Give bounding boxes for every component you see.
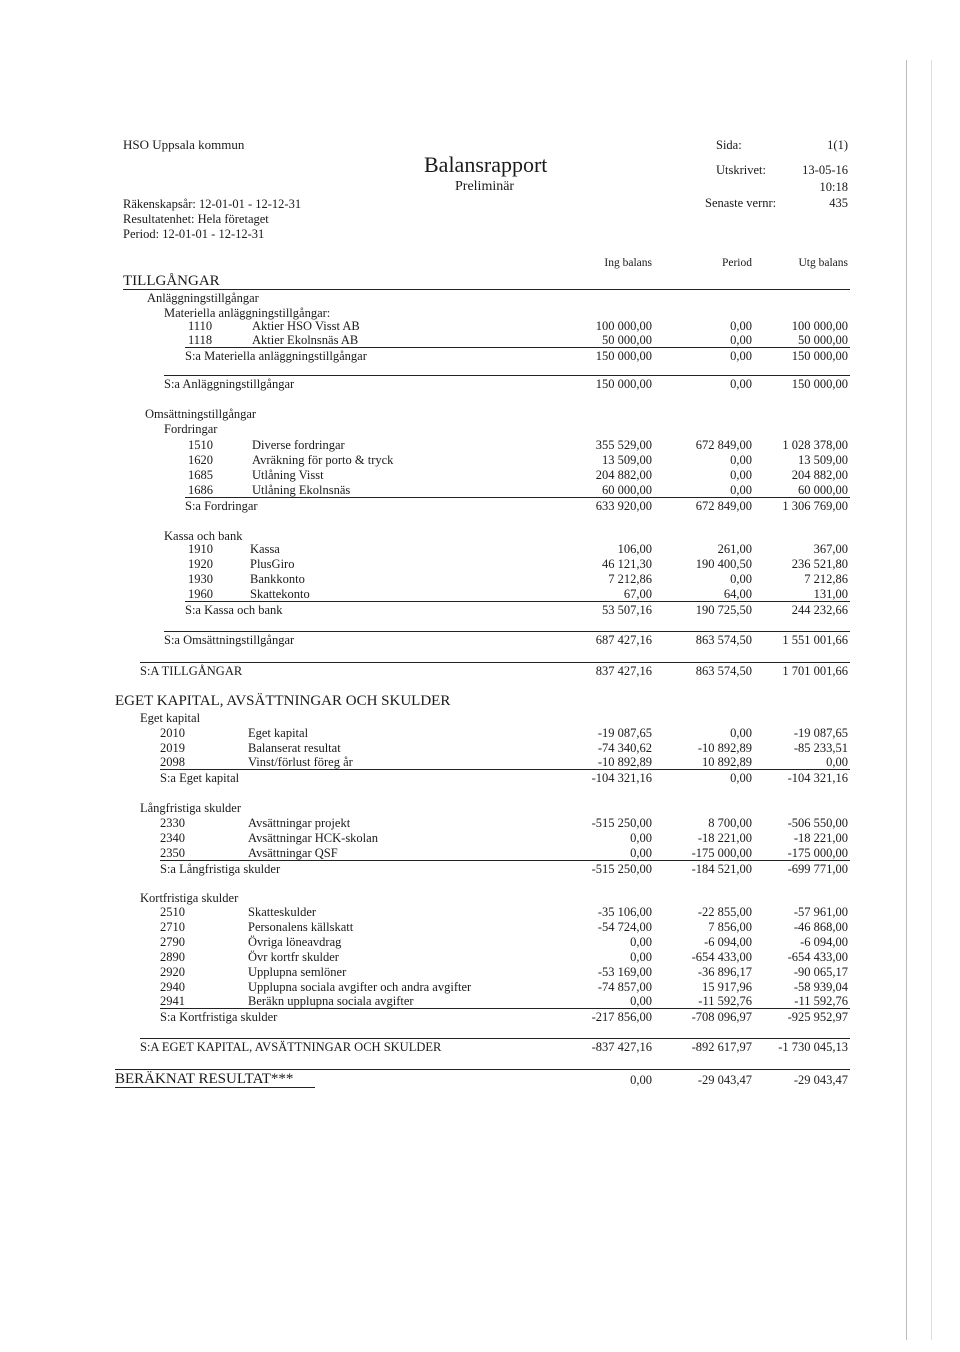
sum-value-per: 0,00 bbox=[730, 771, 752, 785]
account-number: 1118 bbox=[188, 333, 213, 347]
account-value-per: -18 221,00 bbox=[697, 831, 752, 845]
account-name: Övriga löneavdrag bbox=[248, 935, 342, 949]
account-value-ing: -54 724,00 bbox=[597, 920, 652, 934]
account-value-utg: -58 939,04 bbox=[793, 980, 848, 994]
subgroup-title: Kassa och bank bbox=[164, 529, 243, 543]
sum-label: S:a Kassa och bank bbox=[185, 603, 283, 617]
account-value-utg: 236 521,80 bbox=[791, 557, 848, 571]
account-name: PlusGiro bbox=[250, 557, 295, 571]
account-value-ing: -10 892,89 bbox=[597, 755, 652, 769]
group-title: Omsättningstillgångar bbox=[145, 407, 257, 421]
account-value-ing: 0,00 bbox=[630, 950, 652, 964]
account-value-utg: 7 212,86 bbox=[804, 572, 848, 586]
sum-value-utg: -925 952,97 bbox=[787, 1010, 848, 1024]
total-rule bbox=[115, 1069, 850, 1070]
account-value-ing: 355 529,00 bbox=[595, 438, 652, 452]
sum-rule bbox=[160, 860, 850, 861]
account-name: Eget kapital bbox=[248, 726, 309, 740]
sum-rule bbox=[160, 769, 850, 770]
account-value-ing: 67,00 bbox=[623, 587, 652, 601]
account-name: Beräkn upplupna sociala avgifter bbox=[248, 994, 414, 1008]
group-title: Långfristiga skulder bbox=[140, 801, 242, 815]
account-number: 1110 bbox=[188, 319, 213, 333]
sum-rule bbox=[160, 1008, 850, 1009]
account-name: Upplupna sociala avgifter och andra avgifter bbox=[248, 980, 472, 994]
account-number: 1685 bbox=[188, 468, 213, 482]
account-value-per: 0,00 bbox=[730, 726, 752, 740]
account-value-per: 0,00 bbox=[730, 483, 752, 497]
account-value-per: -11 592,76 bbox=[698, 994, 752, 1008]
total-value-per: -892 617,97 bbox=[691, 1040, 752, 1054]
account-value-utg: 50 000,00 bbox=[798, 333, 848, 347]
account-name: Utlåning Visst bbox=[252, 468, 324, 482]
result-value-utg: -29 043,47 bbox=[793, 1073, 848, 1087]
account-number: 2941 bbox=[160, 994, 185, 1008]
section-title-assets: TILLGÅNGAR bbox=[123, 273, 220, 289]
section-title-liabilities: EGET KAPITAL, AVSÄTTNINGAR OCH SKULDER bbox=[115, 693, 451, 709]
sum-label: S:a Kortfristiga skulder bbox=[160, 1010, 278, 1024]
account-value-per: 672 849,00 bbox=[695, 438, 752, 452]
total-label: S:A TILLGÅNGAR bbox=[140, 664, 243, 678]
account-name: Avräkning för porto & tryck bbox=[252, 453, 394, 467]
account-value-utg: 367,00 bbox=[813, 542, 848, 556]
account-value-per: 10 892,89 bbox=[702, 755, 752, 769]
account-value-ing: 60 000,00 bbox=[602, 483, 652, 497]
account-number: 2330 bbox=[160, 816, 185, 830]
account-value-ing: 100 000,00 bbox=[595, 319, 652, 333]
voucher-label: Senaste vernr: bbox=[705, 196, 777, 210]
total-value-ing: -837 427,16 bbox=[591, 1040, 652, 1054]
sum-value-utg: 150 000,00 bbox=[791, 377, 848, 391]
account-number: 1510 bbox=[188, 438, 213, 452]
account-value-per: -36 896,17 bbox=[697, 965, 752, 979]
account-value-per: 0,00 bbox=[730, 468, 752, 482]
sum-value-per: 672 849,00 bbox=[695, 499, 752, 513]
account-name: Avsättningar QSF bbox=[248, 846, 338, 860]
account-value-ing: -19 087,65 bbox=[597, 726, 652, 740]
total-value-utg: 1 701 001,66 bbox=[782, 664, 848, 678]
total-rule bbox=[140, 1038, 850, 1039]
account-value-per: 190 400,50 bbox=[695, 557, 752, 571]
sum-value-utg: -699 771,00 bbox=[787, 862, 848, 876]
account-value-utg: 13 509,00 bbox=[798, 453, 848, 467]
account-value-utg: 1 028 378,00 bbox=[782, 438, 848, 452]
sum-value-utg: 150 000,00 bbox=[791, 349, 848, 363]
account-value-ing: 46 121,30 bbox=[602, 557, 652, 571]
account-value-utg: -6 094,00 bbox=[800, 935, 848, 949]
account-number: 2510 bbox=[160, 905, 185, 919]
total-value-utg: -1 730 045,13 bbox=[778, 1040, 848, 1054]
account-value-utg: 204 882,00 bbox=[791, 468, 848, 482]
account-value-per: -6 094,00 bbox=[704, 935, 752, 949]
account-number: 2350 bbox=[160, 846, 185, 860]
sum-value-per: -184 521,00 bbox=[691, 862, 752, 876]
col-header-ing: Ing balans bbox=[604, 257, 652, 269]
account-value-utg: -19 087,65 bbox=[793, 726, 848, 740]
account-name: Skatteskulder bbox=[248, 905, 317, 919]
account-value-ing: -515 250,00 bbox=[591, 816, 652, 830]
voucher-value: 435 bbox=[829, 196, 848, 210]
account-number: 2790 bbox=[160, 935, 185, 949]
sum-value-ing: 633 920,00 bbox=[595, 499, 652, 513]
account-value-ing: -74 340,62 bbox=[597, 741, 652, 755]
sum-value-utg: -104 321,16 bbox=[787, 771, 848, 785]
account-number: 1620 bbox=[188, 453, 213, 467]
account-value-ing: 0,00 bbox=[630, 831, 652, 845]
account-value-utg: -18 221,00 bbox=[793, 831, 848, 845]
account-number: 2019 bbox=[160, 741, 185, 755]
sum-value-ing: -515 250,00 bbox=[591, 862, 652, 876]
account-value-per: -22 855,00 bbox=[697, 905, 752, 919]
account-number: 1920 bbox=[188, 557, 213, 571]
section-rule bbox=[123, 289, 850, 290]
account-name: Diverse fordringar bbox=[252, 438, 345, 452]
sum-value-ing: 150 000,00 bbox=[595, 349, 652, 363]
account-name: Kassa bbox=[250, 542, 280, 556]
account-value-per: 0,00 bbox=[730, 333, 752, 347]
account-name: Övr kortfr skulder bbox=[248, 950, 339, 964]
account-value-utg: -654 433,00 bbox=[787, 950, 848, 964]
account-value-utg: 60 000,00 bbox=[798, 483, 848, 497]
printed-label: Utskrivet: bbox=[716, 163, 766, 177]
col-header-utg: Utg balans bbox=[798, 257, 848, 269]
sum-value-ing: 687 427,16 bbox=[595, 633, 652, 647]
report-subtitle: Preliminär bbox=[455, 179, 515, 194]
total-value-ing: 837 427,16 bbox=[595, 664, 652, 678]
sum-label: S:a Materiella anläggningstillgångar bbox=[185, 349, 367, 363]
group-title: Anläggningstillgångar bbox=[147, 291, 259, 305]
account-value-ing: 13 509,00 bbox=[602, 453, 652, 467]
account-value-ing: -74 857,00 bbox=[597, 980, 652, 994]
account-value-per: 7 856,00 bbox=[708, 920, 752, 934]
account-number: 1910 bbox=[188, 542, 213, 556]
account-value-ing: 106,00 bbox=[617, 542, 652, 556]
account-name: Bankkonto bbox=[250, 572, 305, 586]
total-value-per: 863 574,50 bbox=[695, 664, 752, 678]
sum-value-utg: 1 551 001,66 bbox=[782, 633, 848, 647]
account-value-per: 261,00 bbox=[717, 542, 752, 556]
sum-value-utg: 1 306 769,00 bbox=[782, 499, 848, 513]
account-number: 2940 bbox=[160, 980, 185, 994]
account-value-per: 0,00 bbox=[730, 319, 752, 333]
subgroup-title: Fordringar bbox=[164, 422, 218, 436]
account-number: 1960 bbox=[188, 587, 213, 601]
subgroup-title: Materiella anläggningstillgångar: bbox=[164, 306, 331, 320]
sum-label: S:a Långfristiga skulder bbox=[160, 862, 281, 876]
sum-rule bbox=[185, 601, 850, 602]
sum-value-per: 863 574,50 bbox=[695, 633, 752, 647]
account-number: 2890 bbox=[160, 950, 185, 964]
report-title: Balansrapport bbox=[424, 152, 548, 177]
account-value-utg: -85 233,51 bbox=[793, 741, 848, 755]
account-value-ing: -53 169,00 bbox=[597, 965, 652, 979]
account-number: 1930 bbox=[188, 572, 213, 586]
group-title: Kortfristiga skulder bbox=[140, 891, 239, 905]
account-value-per: 15 917,96 bbox=[702, 980, 752, 994]
total-label: S:A EGET KAPITAL, AVSÄTTNINGAR OCH SKULDER bbox=[140, 1040, 442, 1054]
sum-rule bbox=[164, 631, 850, 632]
period: Period: 12-01-01 - 12-12-31 bbox=[123, 227, 265, 241]
account-name: Personalens källskatt bbox=[248, 920, 354, 934]
account-value-ing: 50 000,00 bbox=[602, 333, 652, 347]
account-value-ing: 204 882,00 bbox=[595, 468, 652, 482]
account-value-ing: 0,00 bbox=[630, 846, 652, 860]
sum-value-utg: 244 232,66 bbox=[791, 603, 848, 617]
account-name: Utlåning Ekolnsnäs bbox=[252, 483, 351, 497]
account-value-utg: 0,00 bbox=[826, 755, 848, 769]
page-label: Sida: bbox=[716, 138, 742, 152]
result-unit: Resultatenhet: Hela företaget bbox=[123, 212, 269, 226]
account-value-utg: -90 065,17 bbox=[793, 965, 848, 979]
printed-time: 10:18 bbox=[819, 180, 848, 194]
account-name: Avsättningar projekt bbox=[248, 816, 351, 830]
account-value-utg: -506 550,00 bbox=[787, 816, 848, 830]
result-underline bbox=[115, 1087, 315, 1088]
result-value-per: -29 043,47 bbox=[697, 1073, 752, 1087]
account-number: 2340 bbox=[160, 831, 185, 845]
sum-value-per: -708 096,97 bbox=[691, 1010, 752, 1024]
sum-value-ing: 150 000,00 bbox=[595, 377, 652, 391]
account-number: 2920 bbox=[160, 965, 185, 979]
sum-label: S:a Omsättningstillgångar bbox=[164, 633, 295, 647]
account-name: Upplupna semlöner bbox=[248, 965, 347, 979]
sum-value-ing: 53 507,16 bbox=[602, 603, 652, 617]
account-value-per: -654 433,00 bbox=[691, 950, 752, 964]
scan-edge-line bbox=[931, 60, 932, 1340]
sum-rule bbox=[164, 375, 850, 376]
account-number: 2710 bbox=[160, 920, 185, 934]
org-name: HSO Uppsala kommun bbox=[123, 137, 245, 152]
sum-value-per: 0,00 bbox=[730, 349, 752, 363]
account-name: Balanserat resultat bbox=[248, 741, 341, 755]
scan-edge-line bbox=[906, 60, 907, 1340]
account-value-utg: -175 000,00 bbox=[787, 846, 848, 860]
printed-date: 13-05-16 bbox=[802, 163, 848, 177]
account-value-per: 0,00 bbox=[730, 453, 752, 467]
sum-rule bbox=[185, 497, 850, 498]
account-name: Skattekonto bbox=[250, 587, 310, 601]
account-name: Vinst/förlust föreg år bbox=[248, 755, 353, 769]
fiscal-year: Räkenskapsår: 12-01-01 - 12-12-31 bbox=[123, 197, 302, 211]
account-value-ing: 7 212,86 bbox=[608, 572, 652, 586]
account-value-utg: -46 868,00 bbox=[793, 920, 848, 934]
account-value-per: 8 700,00 bbox=[708, 816, 752, 830]
account-value-utg: 131,00 bbox=[813, 587, 848, 601]
account-value-utg: 100 000,00 bbox=[791, 319, 848, 333]
account-name: Aktier HSO Visst AB bbox=[252, 319, 360, 333]
account-value-per: -10 892,89 bbox=[697, 741, 752, 755]
sum-label: S:a Anläggningstillgångar bbox=[164, 377, 295, 391]
sum-value-per: 0,00 bbox=[730, 377, 752, 391]
account-value-per: -175 000,00 bbox=[691, 846, 752, 860]
account-value-utg: -11 592,76 bbox=[794, 994, 848, 1008]
account-number: 2098 bbox=[160, 755, 185, 769]
account-name: Avsättningar HCK-skolan bbox=[248, 831, 378, 845]
account-value-ing: -35 106,00 bbox=[597, 905, 652, 919]
account-number: 1686 bbox=[188, 483, 213, 497]
sum-value-per: 190 725,50 bbox=[695, 603, 752, 617]
page-value: 1(1) bbox=[827, 138, 848, 152]
result-value-ing: 0,00 bbox=[630, 1073, 652, 1087]
account-value-ing: 0,00 bbox=[630, 935, 652, 949]
sum-value-ing: -217 856,00 bbox=[591, 1010, 652, 1024]
account-value-per: 0,00 bbox=[730, 572, 752, 586]
result-label: BERÄKNAT RESULTAT*** bbox=[115, 1071, 294, 1087]
total-rule bbox=[140, 662, 850, 663]
group-title: Eget kapital bbox=[140, 711, 201, 725]
sum-value-ing: -104 321,16 bbox=[591, 771, 652, 785]
sum-label: S:a Eget kapital bbox=[160, 771, 240, 785]
sum-rule bbox=[185, 347, 850, 348]
sum-label: S:a Fordringar bbox=[185, 499, 258, 513]
account-name: Aktier Ekolnsnäs AB bbox=[252, 333, 359, 347]
account-value-per: 64,00 bbox=[723, 587, 752, 601]
col-header-period: Period bbox=[721, 257, 752, 269]
account-number: 2010 bbox=[160, 726, 185, 740]
account-value-utg: -57 961,00 bbox=[793, 905, 848, 919]
account-value-ing: 0,00 bbox=[630, 994, 652, 1008]
